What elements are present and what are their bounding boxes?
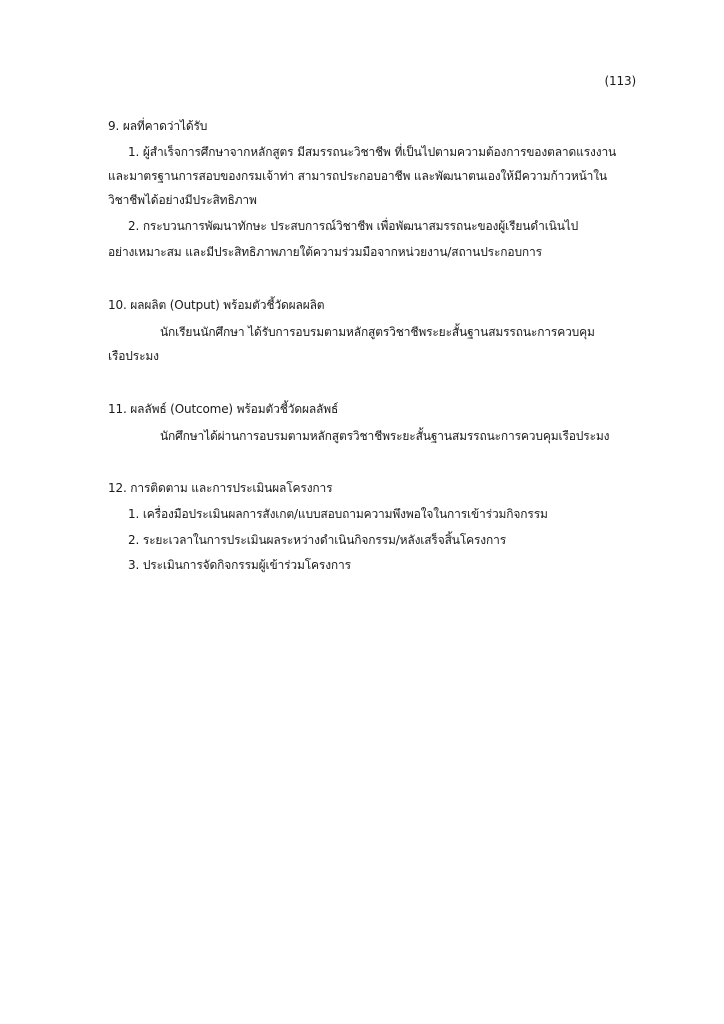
section-9-item-2-line-2: อย่างเหมาะสม และมีประสิทธิภาพภายใต้ความร่วมมือจากหน่วยงาน/สถานประกอบการ	[108, 245, 542, 259]
section-9-item-1-line-2: และมาตรฐานการสอบของกรมเจ้าท่า สามารถประกอบอาชีพ และพัฒนาตนเองให้มีความก้าวหน้าใน	[108, 169, 607, 183]
section-12-heading: 12. การติดตาม และการประเมินผลโครงการ	[108, 481, 333, 495]
section-9-item-2-line-1: 2. กระบวนการพัฒนาทักษะ ประสบการณ์วิชาชีพ เพื่อพัฒนาสมรรถนะของผู้เรียนดำเนินไป	[128, 219, 579, 233]
section-11-heading: 11. ผลลัพธ์ (Outcome) พร้อมตัวชี้วัดผลลัพธ์	[108, 402, 339, 416]
section-11-line-1: นักศึกษาได้ผ่านการอบรมตามหลักสูตรวิชาชีพระยะสั้นฐานสมรรถนะการควบคุมเรือประมง	[160, 429, 610, 443]
section-10-line-2: เรือประมง	[108, 349, 159, 363]
section-12-item-3: 3. ประเมินการจัดกิจกรรมผู้เข้าร่วมโครงการ	[128, 558, 351, 572]
section-12-item-1: 1. เครื่องมือประเมินผลการสังเกต/แบบสอบถามความพึงพอใจในการเข้าร่วมกิจกรรม	[128, 507, 548, 521]
section-9-heading: 9. ผลที่คาดว่าได้รับ	[108, 119, 208, 133]
section-10-line-1: นักเรียนนักศึกษา ได้รับการอบรมตามหลักสูตรวิชาชีพระยะสั้นฐานสมรรถนะการควบคุม	[160, 325, 595, 339]
section-10-heading: 10. ผลผลิต (Output) พร้อมตัวชี้วัดผลผลิต	[108, 298, 325, 312]
section-9-item-1-line-3: วิชาชีพได้อย่างมีประสิทธิภาพ	[108, 193, 257, 207]
section-12-item-2: 2. ระยะเวลาในการประเมินผลระหว่างดำเนินกิจกรรม/หลังเสร็จสิ้นโครงการ	[128, 533, 506, 547]
section-9-item-1-line-1: 1. ผู้สำเร็จการศึกษาจากหลักสูตร มีสมรรถนะวิชาชีพ ที่เป็นไปตามความต้องการของตลาดแรงงาน	[128, 145, 617, 159]
page-number: (113)	[604, 74, 636, 88]
